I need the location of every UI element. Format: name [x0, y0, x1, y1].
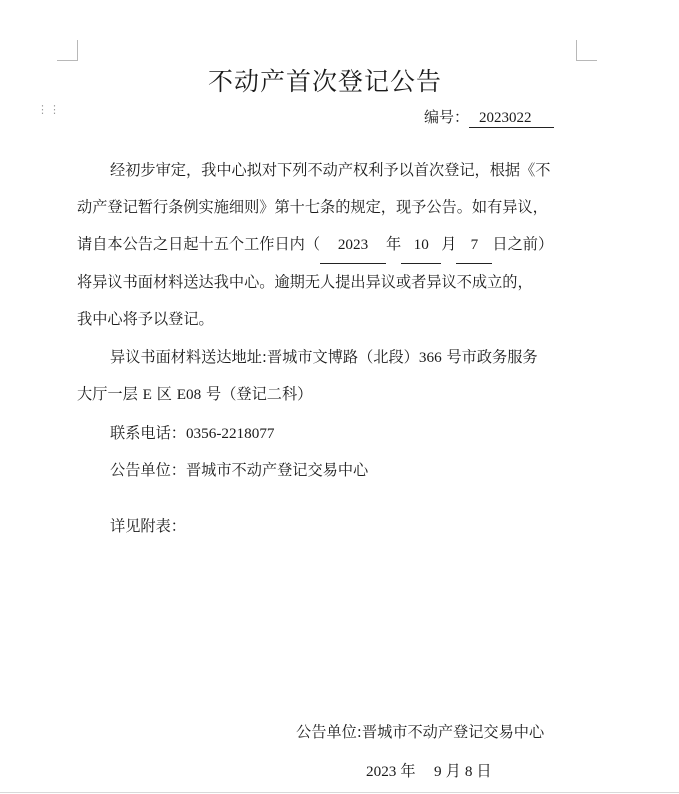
signature-month-unit: 月 — [445, 762, 461, 780]
announcing-unit-line — [77, 452, 577, 489]
signature-year-unit: 年 — [400, 762, 416, 780]
address-text-c: 大厅一层 — [77, 385, 138, 403]
phone-label: 联系电话： — [110, 424, 186, 442]
signature-year: 2023 — [366, 763, 397, 780]
address-paragraph — [77, 339, 577, 413]
signature-date — [362, 760, 492, 781]
document-title: 不动产首次登记公告 — [207, 67, 442, 96]
signature-month: 9 — [434, 763, 442, 780]
signature-unit — [296, 721, 544, 742]
address-room: E08 — [176, 386, 202, 403]
address-zone: E — [142, 386, 152, 403]
drag-handle-icon[interactable]: ⋮⋮ — [37, 103, 61, 116]
page-corner-mark-top-left — [57, 40, 78, 61]
deadline-prefix: 请自本公告之日起十五个工作日内（ — [77, 235, 320, 253]
address-line-1 — [77, 339, 577, 376]
signature-day: 8 — [464, 763, 473, 780]
page-corner-mark-top-right — [576, 40, 597, 61]
page-bottom-divider — [0, 792, 679, 793]
notice-paragraph — [77, 152, 577, 338]
unit-value: 晋城市不动产登记交易中心 — [185, 461, 369, 479]
deadline-month-unit: 月 — [441, 235, 457, 253]
signature-unit-label: 公告单位: — [296, 723, 362, 741]
address-number: 366 — [418, 349, 442, 366]
address-text-a: 异议书面材料送达地址:晋城市文博路（北段） — [110, 348, 419, 366]
notice-line-4: 将异议书面材料送达我中心。逾期无人提出异议或者异议不成立的， — [77, 273, 533, 291]
notice-line-1: 经初步审定，我中心拟对下列不动产权利予以首次登记，根据《不 — [110, 161, 551, 179]
deadline-suffix: 日之前） — [492, 235, 554, 253]
contact-phone-line — [77, 415, 577, 452]
notice-line-2: 动产登记暂行条例实施细则》第十七条的规定，现予公告。如有异议， — [77, 198, 548, 216]
notice-line-5: 我中心将予以登记。 — [77, 310, 214, 328]
attachment-note — [77, 508, 577, 545]
deadline-year-unit: 年 — [386, 235, 402, 253]
contact-phone — [77, 415, 577, 452]
address-line-2 — [77, 376, 577, 413]
attachment-text: 详见附表： — [110, 517, 186, 535]
serial-label: 编号： — [424, 108, 470, 126]
signature-unit-value: 晋城市不动产登记交易中心 — [361, 723, 545, 741]
notice-line-3 — [77, 226, 577, 264]
address-text-e: 号（登记二科） — [206, 385, 313, 403]
unit-label: 公告单位： — [110, 461, 186, 479]
signature-day-unit: 日 — [476, 762, 492, 780]
deadline-month: 10 — [401, 226, 441, 264]
phone-value: 0356-2218077 — [185, 425, 275, 442]
serial-number — [424, 106, 554, 128]
deadline-day: 7 — [456, 226, 492, 264]
serial-value: 2023022 — [469, 110, 554, 128]
announcing-unit — [77, 452, 577, 489]
address-text-d: 区 — [156, 385, 172, 403]
deadline-year: 2023 — [320, 226, 386, 264]
address-text-b: 号市政务服务 — [446, 348, 538, 366]
